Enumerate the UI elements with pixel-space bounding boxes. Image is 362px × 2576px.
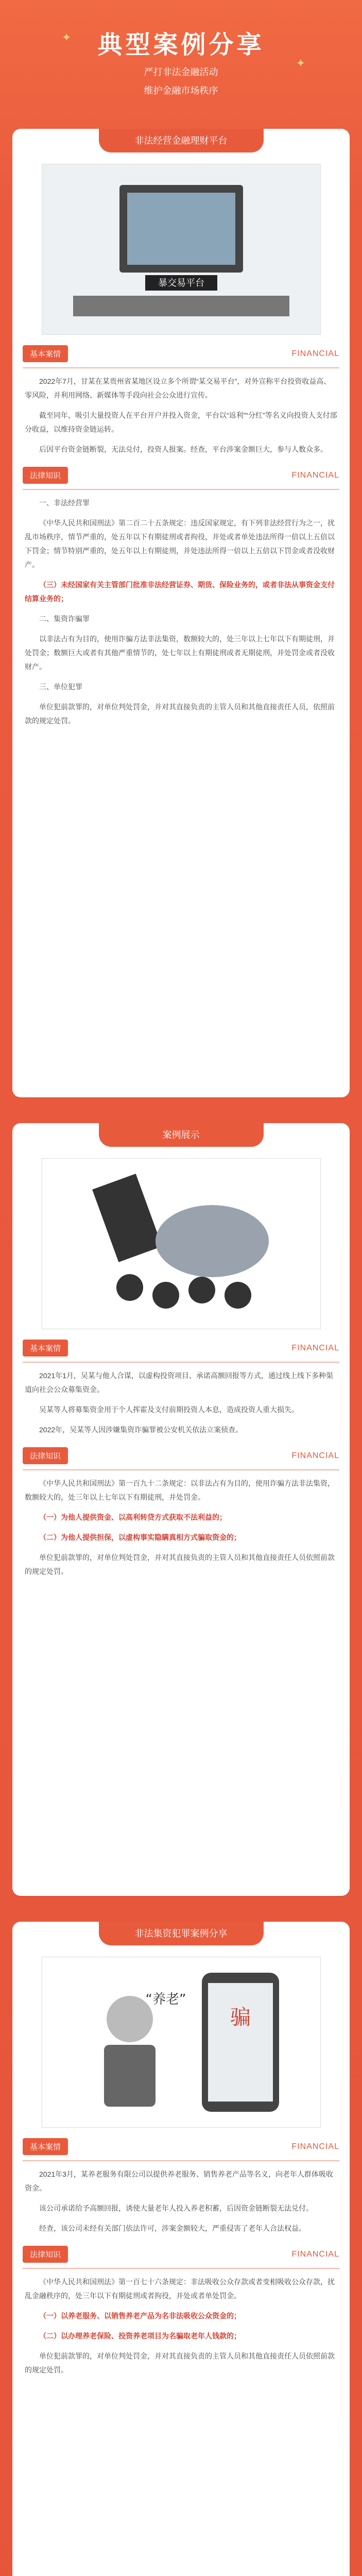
case-paragraph: 后因平台资金链断裂，无法兑付，投资人报案。经查，平台涉案金额巨大，参与人数众多。 xyxy=(39,445,327,453)
case-image xyxy=(42,164,321,335)
section-banner: 案例展示 xyxy=(99,1123,264,1147)
law-tag: 法律知识 xyxy=(23,2246,68,2263)
law-tag: 法律知识 xyxy=(23,467,68,484)
case-illustration xyxy=(42,164,320,334)
case-paragraph: 截至同年，吸引大量投资人在平台开户并投入资金，平台以“返利”“分红”等名义向投资人支付部分收益，以维持资金链运转。 xyxy=(25,411,337,433)
section-banner: 非法集资犯罪案例分享 xyxy=(99,1922,264,1945)
law-paragraph: 《中华人民共和国刑法》第一百七十六条规定：非法吸收公众存款或者变相吸收公众存款，扰乱金融秩序的，处三年以下有期徒刑或者拘役，并处或者单处罚金。 xyxy=(25,2278,335,2300)
case-paragraph: 2022年，吴某等人因涉嫌集资诈骗罪被公安机关依法立案侦查。 xyxy=(39,1426,243,1434)
case-paragraph: 2021年1月，吴某与他人合谋，以虚构投资项目、承诺高额回报等方式，通过线上线下多种渠道向社会公众募集资金。 xyxy=(25,1371,333,1394)
case-illustration xyxy=(42,1957,320,2127)
law-paragraph: 单位犯前款罪的，对单位判处罚金，并对其直接负责的主管人员和其他直接责任人员，依照前款的规定处罚。 xyxy=(25,703,335,725)
law-highlight: （一）为他人提供资金、以高利转贷方式获取不法利益的； xyxy=(39,1513,227,1521)
law-paragraph: 单位犯前款罪的，对单位判处罚金，并对其直接负责的主管人员和其他直接责任人员依照前款的规定处罚。 xyxy=(25,1553,335,1575)
case-card-2 xyxy=(12,1123,350,1896)
star-icon: ✦ xyxy=(296,57,305,70)
img-caption: 暴交易平台 xyxy=(158,278,204,289)
case-card-3 xyxy=(12,1922,350,2576)
law-heading: 一、非法经营罪 xyxy=(39,499,90,507)
case-paragraph: 该公司承诺给予高额回报，诱使大量老年人投入养老积蓄，后因资金链断裂无法兑付。 xyxy=(39,2204,313,2212)
case-card-1 xyxy=(12,129,350,1097)
case-tag: 基本案情 xyxy=(23,1340,68,1357)
case-paragraph: 吴某等人将募集资金用于个人挥霍及支付前期投资人本息，造成投资人重大损失。 xyxy=(39,1405,299,1414)
case-illustration xyxy=(42,1159,320,1329)
law-highlight: （二）为他人提供担保，以虚构事实隐瞒真相方式骗取资金的； xyxy=(39,1533,241,1541)
case-paragraph: 2021年3月，某养老服务有限公司以提供养老服务、销售养老产品等名义，向老年人群体吸收资金。 xyxy=(25,2170,333,2192)
law-heading: 二、集资诈骗罪 xyxy=(39,615,90,623)
subtitle-1: 严打非法金融活动 xyxy=(144,67,218,77)
law-highlight: （一）以养老服务、以销售养老产品为名非法吸收公众资金的； xyxy=(39,2312,241,2320)
subtitle-2: 维护金融市场秩序 xyxy=(144,86,218,96)
case-image xyxy=(42,1158,321,1329)
case-image xyxy=(42,1957,321,2128)
financial-label: FINANCIAL xyxy=(291,470,339,480)
law-highlight: （三）未经国家有关主管部门批准非法经营证券、期货、保险业务的，或者非法从事资金支付结算业务的； xyxy=(25,581,335,603)
section-banner: 非法经营金融理财平台 xyxy=(99,129,264,152)
case-paragraph: 经查，该公司未经有关部门依法许可，涉案金额较大，严重侵害了老年人合法权益。 xyxy=(39,2224,306,2232)
case-paragraph: 2022年7月，甘某在某贵州省某地区设立多个所谓“某交易平台”，对外宣称平台投资收益高、零风险，并利用网络、新媒体等手段向社会公众进行宣传。 xyxy=(25,377,331,399)
law-paragraph: 《中华人民共和国刑法》第一百九十二条规定：以非法占有为目的，使用诈骗方法非法集资，数额较大的，处三年以上七年以下有期徒刑，并处罚金。 xyxy=(25,1479,335,1501)
img-word-2: 骗 xyxy=(230,2006,251,2029)
financial-label: FINANCIAL xyxy=(291,349,339,358)
case-tag: 基本案情 xyxy=(23,345,68,362)
star-icon: ✦ xyxy=(62,31,72,44)
law-tag: 法律知识 xyxy=(23,1447,68,1464)
law-paragraph: 单位犯前款罪的，对单位判处罚金，并对其直接负责的主管人员和其他直接责任人员依照前款的规定处罚。 xyxy=(25,2352,335,2374)
financial-label: FINANCIAL xyxy=(291,1343,339,1352)
law-heading: 三、单位犯罪 xyxy=(39,683,82,691)
case-tag: 基本案情 xyxy=(23,2138,68,2155)
financial-label: FINANCIAL xyxy=(291,2249,339,2259)
law-highlight: （二）以办理养老保险、投资养老项目为名骗取老年人钱款的； xyxy=(39,2332,241,2340)
financial-label: FINANCIAL xyxy=(291,1451,339,1460)
header xyxy=(0,0,362,129)
law-paragraph: 以非法占有为目的，使用诈骗方法非法集资，数额较大的，处三年以上七年以下有期徒刑，并处罚金；数额巨大或者有其他严重情节的，处七年以上有期徒刑或者无期徒刑，并处罚金或者没收财产。 xyxy=(25,635,335,671)
page-title: 典型案例分享 xyxy=(97,30,265,59)
financial-label: FINANCIAL xyxy=(291,2142,339,2151)
img-word-1: “养老” xyxy=(145,1992,186,2007)
law-paragraph: 《中华人民共和国刑法》第二百二十五条规定：违反国家规定，有下列非法经营行为之一，扰乱市场秩序，情节严重的，处五年以下有期徒刑或者拘役，并处或者单处违法所得一倍以上五倍以下罚金；情节特别严重的，处五年以上有期徒刑，并处违法所得一倍以上五倍以下罚金或者没收财产。 xyxy=(25,519,335,569)
